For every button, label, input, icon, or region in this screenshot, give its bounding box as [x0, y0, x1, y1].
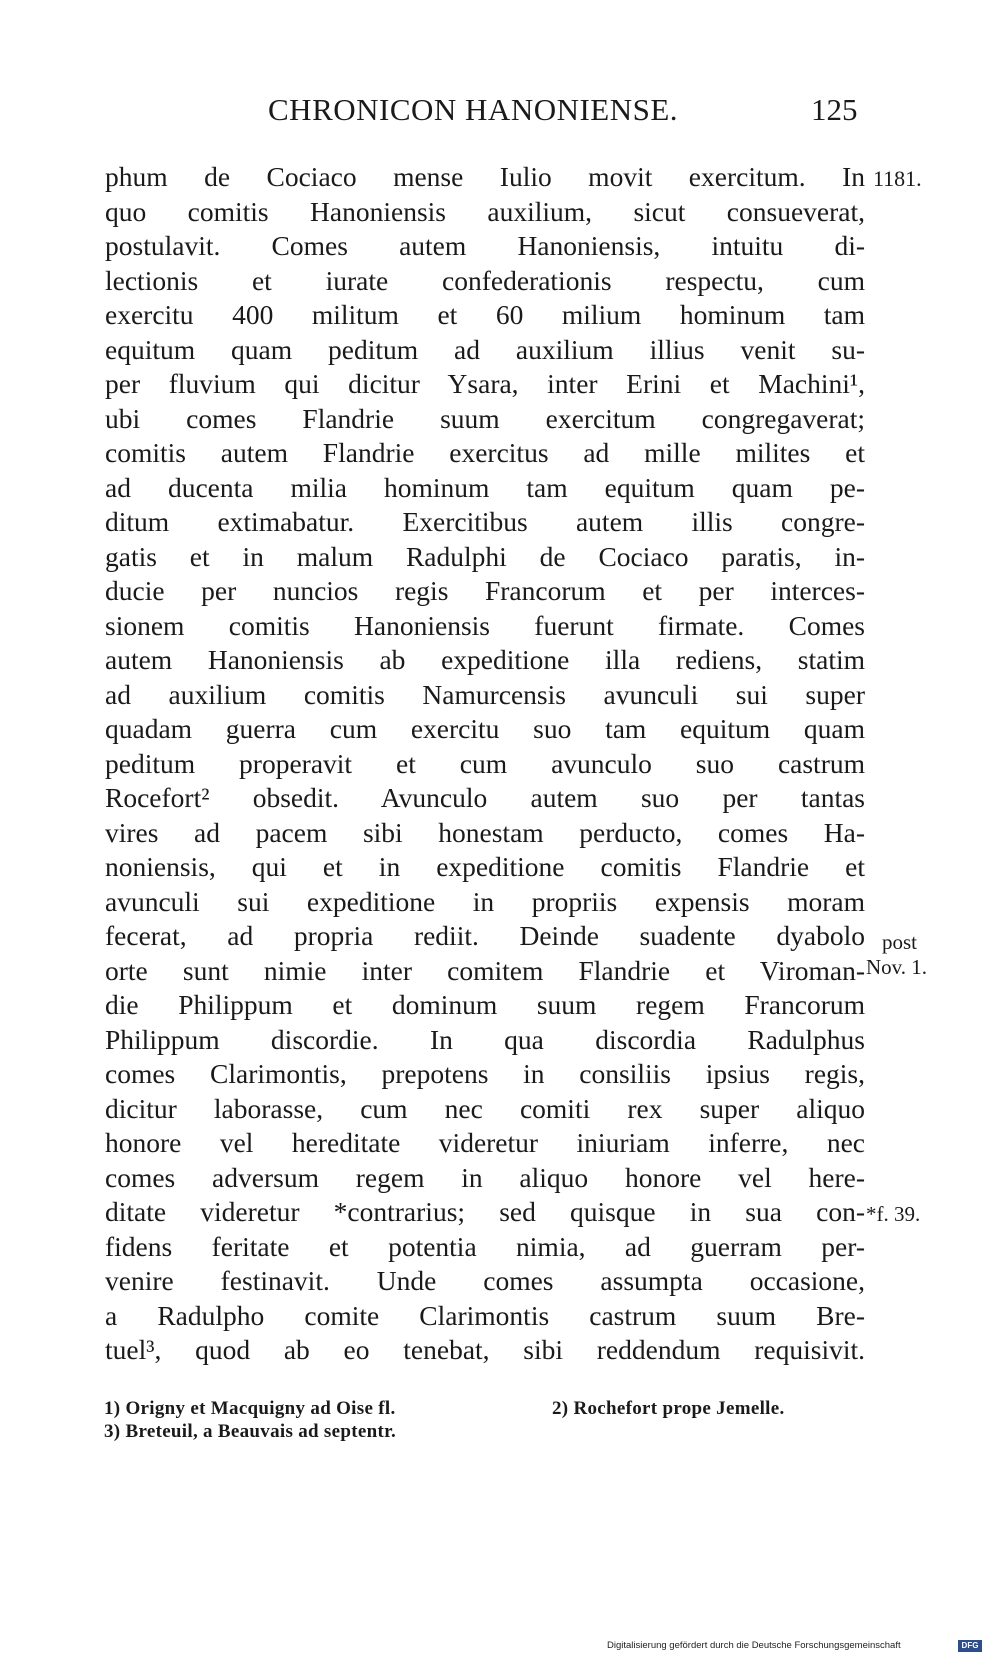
text-line: autem Hanoniensis ab expeditione illa rediens, statim: [105, 644, 865, 675]
text-line: comitis autem Flandrie exercitus ad mille milites et: [105, 437, 865, 468]
text-line: vires ad pacem sibi honestam perducto, comes Ha-: [105, 816, 865, 848]
text-line: quadam guerra cum exercitu suo tam equitum quam: [105, 713, 865, 744]
body-text: [105, 160, 865, 1368]
page-number: 125: [811, 92, 858, 127]
text-line: comes Clarimontis, prepotens in consiliis ipsius regis,: [105, 1058, 865, 1089]
text-line: venire festinavit. Unde comes assumpta occasione,: [105, 1265, 865, 1296]
text-line: phum de Cociaco mense Iulio movit exercitum. In: [105, 161, 865, 192]
text-line: die Philippum et dominum suum regem Francorum: [105, 989, 865, 1020]
text-line: sionem comitis Hanoniensis fuerunt firmate. Comes: [105, 609, 865, 641]
text-line: ubi comes Flandrie suum exercitum congregaverat;: [105, 402, 865, 434]
text-line: dicitur laborasse, cum nec comiti rex super aliquo: [105, 1092, 865, 1124]
margin-date: Nov. 1.: [866, 955, 928, 979]
text-line: ad auxilium comitis Namurcensis avunculi sui super: [105, 678, 865, 710]
footnote-3: 3) Breteuil, a Beauvais ad septentr.: [104, 1421, 397, 1442]
footnote-1: 1) Origny et Macquigny ad Oise fl.: [104, 1398, 396, 1419]
text-line: lectionis et iurate confederationis respectu, cum: [105, 264, 865, 296]
text-line: ducie per nuncios regis Francorum et per interces-: [105, 575, 865, 606]
margin-folio: *f. 39.: [866, 1202, 921, 1226]
text-line: quo comitis Hanoniensis auxilium, sicut consueverat,: [105, 195, 865, 227]
margin-post: post: [882, 930, 918, 954]
text-line: fidens feritate et potentia nimia, ad guerram per-: [105, 1230, 865, 1262]
text-line: equitum quam peditum ad auxilium illius venit su-: [105, 333, 865, 365]
text-line: comes adversum regem in aliquo honore vel here-: [105, 1161, 865, 1193]
text-line: noniensis, qui et in expeditione comitis Flandrie et: [105, 851, 865, 882]
text-line: tuel³, quod ab eo tenebat, sibi reddendum requisivit.: [105, 1334, 865, 1365]
text-line: ad ducenta milia hominum tam equitum quam pe-: [105, 471, 865, 503]
text-line: ditum extimabatur. Exercitibus autem illis congre-: [105, 506, 865, 537]
text-line: fecerat, ad propria rediit. Deinde suadente dyabolo: [105, 920, 865, 951]
text-line: Rocefort² obsedit. Avunculo autem suo per tantas: [105, 782, 865, 813]
running-head-title: CHRONICON HANONIENSE.: [268, 92, 679, 127]
text-line: gatis et in malum Radulphi de Cociaco paratis, in-: [105, 540, 865, 572]
text-line: ditate videretur *contrarius; sed quisque in sua con-: [105, 1196, 865, 1227]
text-line: Philippum discordie. In qua discordia Radulphus: [105, 1023, 865, 1055]
margin-year: 1181.: [873, 166, 922, 191]
footnote-2: 2) Rochefort prope Jemelle.: [552, 1398, 785, 1419]
text-line: per fluvium qui dicitur Ysara, inter Erini et Machini¹,: [105, 368, 865, 399]
text-line: orte sunt nimie inter comitem Flandrie et Viroman-: [105, 954, 865, 986]
text-line: a Radulpho comite Clarimontis castrum suum Bre-: [105, 1299, 865, 1331]
text-line: peditum properavit et cum avunculo suo castrum: [105, 747, 865, 779]
text-line: exercitu 400 militum et 60 milium hominum tam: [105, 299, 865, 330]
text-line: honore vel hereditate videretur iniuriam inferre, nec: [105, 1127, 865, 1158]
digitization-notice: Digitalisierung gefördert durch die Deutsche Forschungsgemeinschaft: [607, 1640, 901, 1651]
text-line: postulavit. Comes autem Hanoniensis, intuitu di-: [105, 230, 865, 261]
dfg-logo-icon: DFG: [958, 1640, 982, 1652]
text-line: avunculi sui expeditione in propriis expensis moram: [105, 885, 865, 917]
